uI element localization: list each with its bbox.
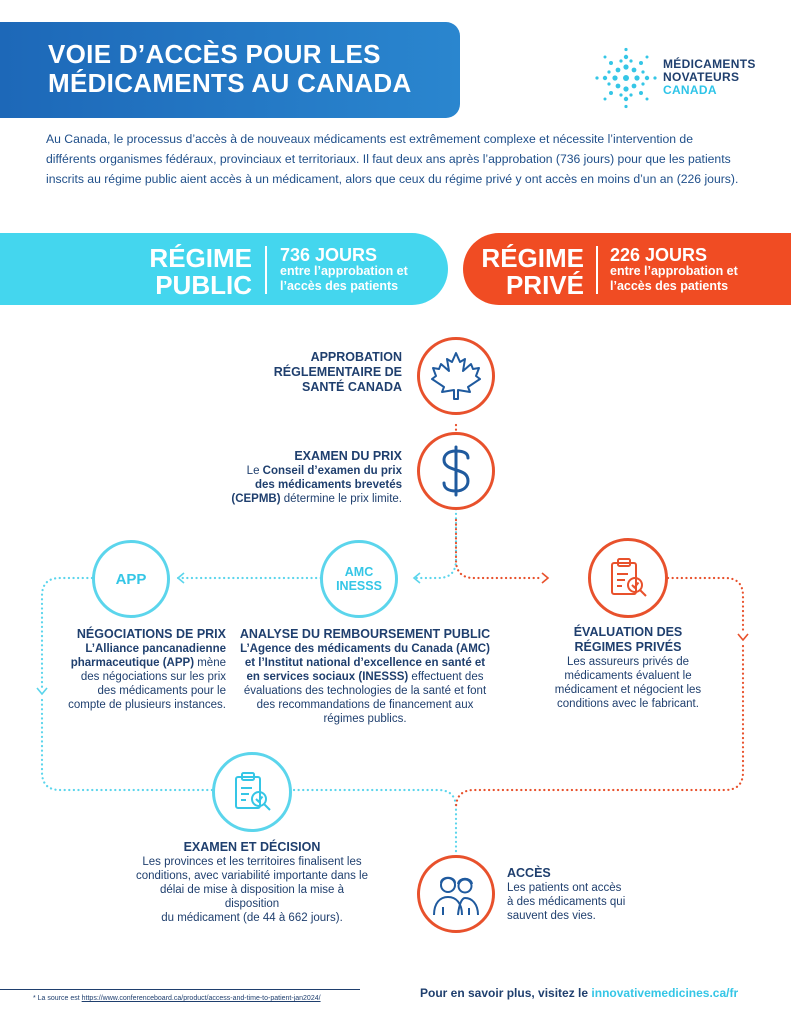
footer-rule <box>0 989 360 990</box>
page-title: VOIE D’ACCÈS POUR LES MÉDICAMENTS AU CANADA <box>48 39 412 98</box>
footer-more-info: Pour en savoir plus, visitez le innovativemedicines.ca/fr <box>420 986 739 1000</box>
decision-circle <box>212 752 292 832</box>
access-circle <box>417 855 495 933</box>
access-label: ACCÈS Les patients ont accès à des médicaments qui sauvent des vies. <box>507 866 626 922</box>
maple-leaf-icon <box>429 349 483 403</box>
dollar-icon <box>436 444 476 498</box>
app-negotiation-label: NÉGOCIATIONS DE PRIX L’Alliance pancanadienne pharmaceutique (APP) mène des négociations sur les prix des médicaments pour le compte de plusieurs instances. <box>68 627 226 711</box>
decision-label: EXAMEN ET DÉCISION Les provinces et les territoires finalisent les conditions, avec variabilité importante dans le délai de mise à disposition la mise à disposition du médicament (de 44 à 662 jours). <box>135 840 369 924</box>
footer-source: * La source est https://www.conferenceboard.ca/product/access-and-time-to-patient-jan2024/ <box>33 995 321 1002</box>
app-circle: APP <box>92 540 170 618</box>
public-plan-label: RÉGIME PUBLIC <box>149 243 252 300</box>
public-days-block: 736 JOURS entre l’approbation et l’accès des patients <box>280 245 408 293</box>
approval-circle <box>417 337 495 415</box>
private-plan-label: RÉGIME PRIVÉ <box>481 243 584 300</box>
price-review-circle <box>417 432 495 510</box>
approval-label: APPROBATION RÉGLEMENTAIRE DE SANTÉ CANADA <box>273 350 402 394</box>
website-link[interactable]: innovativemedicines.ca/fr <box>591 986 739 1000</box>
clipboard-check-icon <box>606 556 650 600</box>
private-eval-label: ÉVALUATION DES RÉGIMES PRIVÉS Les assureurs privés de médicaments évaluent le médicament et négocient les conditions avec le fabricant. <box>554 625 702 710</box>
source-link[interactable]: https://www.conferenceboard.ca/product/access-and-time-to-patient-jan2024/ <box>81 995 321 1002</box>
people-icon <box>430 871 482 917</box>
private-eval-circle <box>588 538 668 618</box>
amc-inesss-circle: AMC INESSS <box>320 540 398 618</box>
public-reimbursement-label: ANALYSE DU REMBOURSEMENT PUBLIC L’Agence des médicaments du Canada (AMC) et l’Institut national d’excellence en santé et en services sociaux (INESSS) effectuent des évaluations des technologies de la santé et font des recommandations de financement aux régimes publics. <box>239 627 491 725</box>
intro-paragraph: Au Canada, le processus d’accès à de nouveaux médicaments est extrêmement complexe et nécessite l’intervention de différents organismes fédéraux, provinciaux et territoriaux. Il faut deux ans après l’approbation (736 jours) pour que les patients inscrits au régime public aient accès à un médicament, alors que ceux du régime privé y ont accès en moins d’un an (226 jours). <box>46 132 739 186</box>
price-review-label: EXAMEN DU PRIX Le Conseil d’examen du prix des médicaments brevetés (CEPMB) détermine le prix limite. <box>231 449 402 505</box>
logo-wordmark: MÉDICAMENTS NOVATEURS CANADA <box>663 57 756 97</box>
private-days-block: 226 JOURS entre l’approbation et l’accès des patients <box>610 245 738 293</box>
clipboard-check-icon <box>230 770 274 814</box>
